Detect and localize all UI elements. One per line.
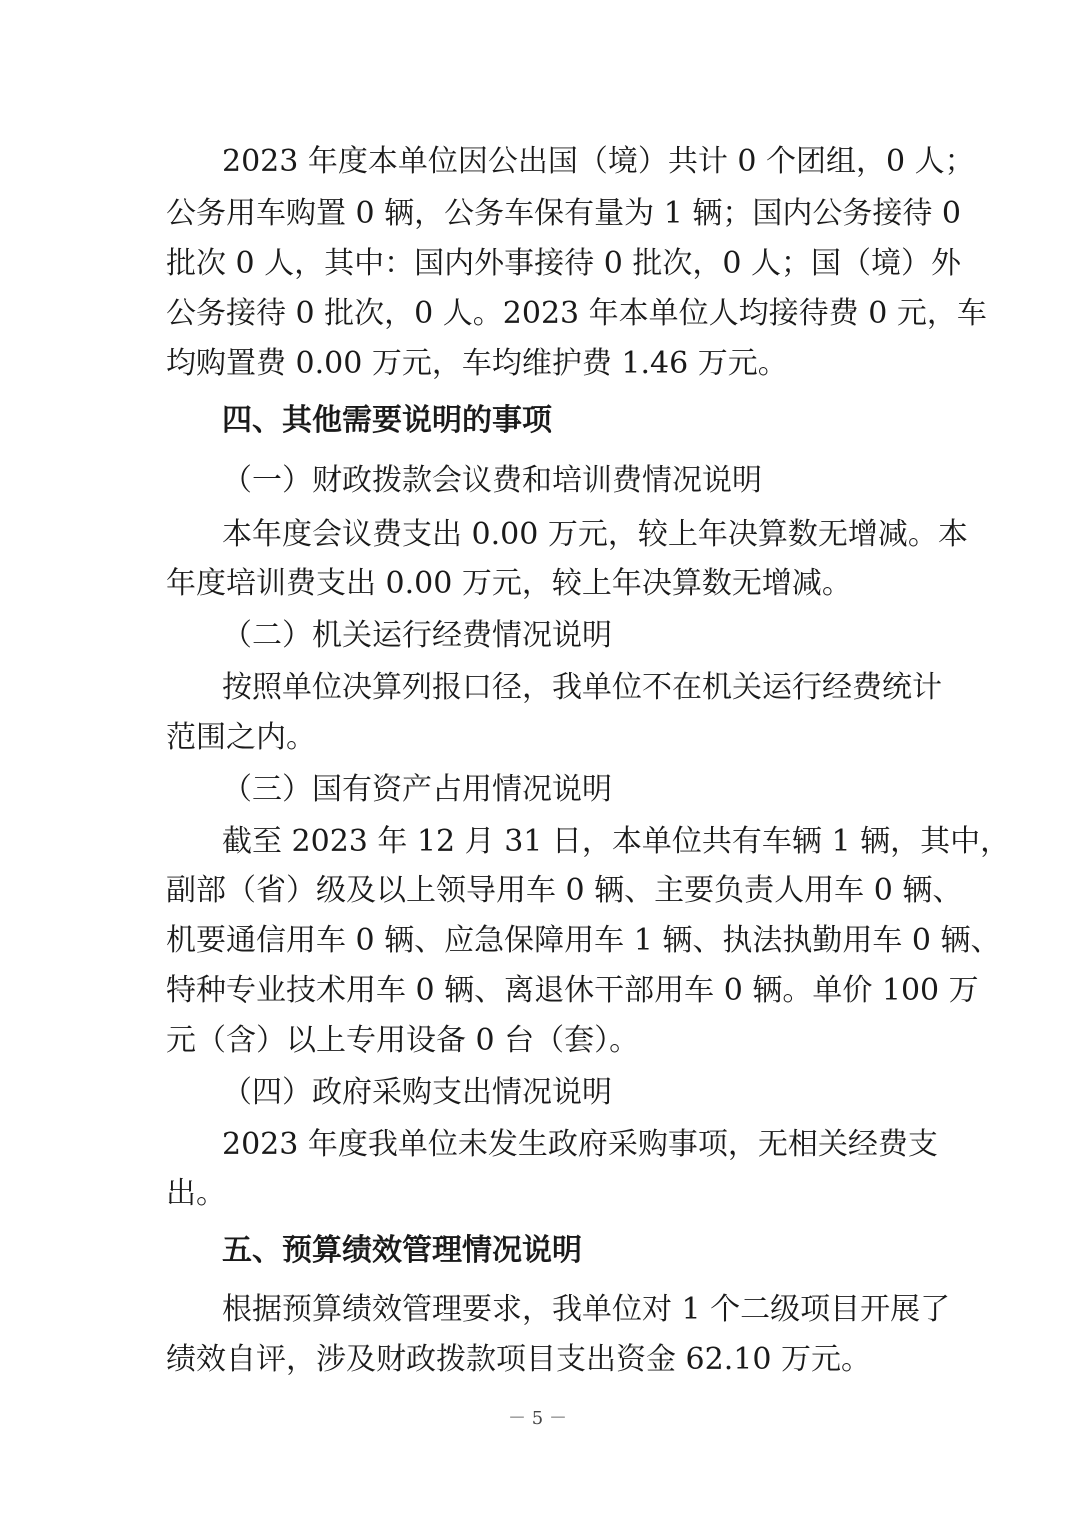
paragraph-line: 出。 [166, 1176, 226, 1211]
paragraph-line: 批次 0 人，其中：国内外事接待 0 批次，0 人；国（境）外 [166, 246, 961, 281]
paragraph-line: 2023 年度我单位未发生政府采购事项，无相关经费支 [222, 1127, 938, 1162]
paragraph-line: 均购置费 0.00 万元，车均维护费 1.46 万元。 [166, 346, 788, 381]
paragraph-line: 截至 2023 年 12 月 31 日，本单位共有车辆 1 辆，其中， [222, 824, 1011, 859]
subsection-heading: （二）机关运行经费情况说明 [222, 618, 612, 653]
paragraph-line: 副部（省）级及以上领导用车 0 辆、主要负责人用车 0 辆、 [166, 873, 963, 908]
page-number: － 5 － [508, 1408, 567, 1429]
paragraph-line: 2023 年度本单位因公出国（境）共计 0 个团组，0 人； [222, 144, 975, 179]
paragraph-line: 公务用车购置 0 辆，公务车保有量为 1 辆；国内公务接待 0 [166, 196, 961, 231]
paragraph-line: 按照单位决算列报口径，我单位不在机关运行经费统计 [222, 670, 942, 705]
section-heading: 四、其他需要说明的事项 [222, 403, 552, 438]
paragraph-line: 根据预算绩效管理要求，我单位对 1 个二级项目开展了 [222, 1292, 951, 1327]
paragraph-line: 公务接待 0 批次，0 人。2023 年本单位人均接待费 0 元，车 [166, 296, 987, 331]
paragraph-line: 特种专业技术用车 0 辆、离退休干部用车 0 辆。单价 100 万 [166, 973, 979, 1008]
paragraph-line: 绩效自评，涉及财政拨款项目支出资金 62.10 万元。 [166, 1342, 871, 1377]
paragraph-line: 本年度会议费支出 0.00 万元，较上年决算数无增减。本 [222, 517, 968, 552]
paragraph-line: 元（含）以上专用设备 0 台（套）。 [166, 1023, 640, 1058]
paragraph-line: 机要通信用车 0 辆、应急保障用车 1 辆、执法执勤用车 0 辆、 [166, 923, 1001, 958]
section-heading: 五、预算绩效管理情况说明 [222, 1233, 582, 1268]
subsection-heading: （三）国有资产占用情况说明 [222, 772, 612, 807]
subsection-heading: （一）财政拨款会议费和培训费情况说明 [222, 463, 762, 498]
paragraph-line: 范围之内。 [166, 720, 316, 755]
paragraph-line: 年度培训费支出 0.00 万元，较上年决算数无增减。 [166, 566, 852, 601]
subsection-heading: （四）政府采购支出情况说明 [222, 1075, 612, 1110]
